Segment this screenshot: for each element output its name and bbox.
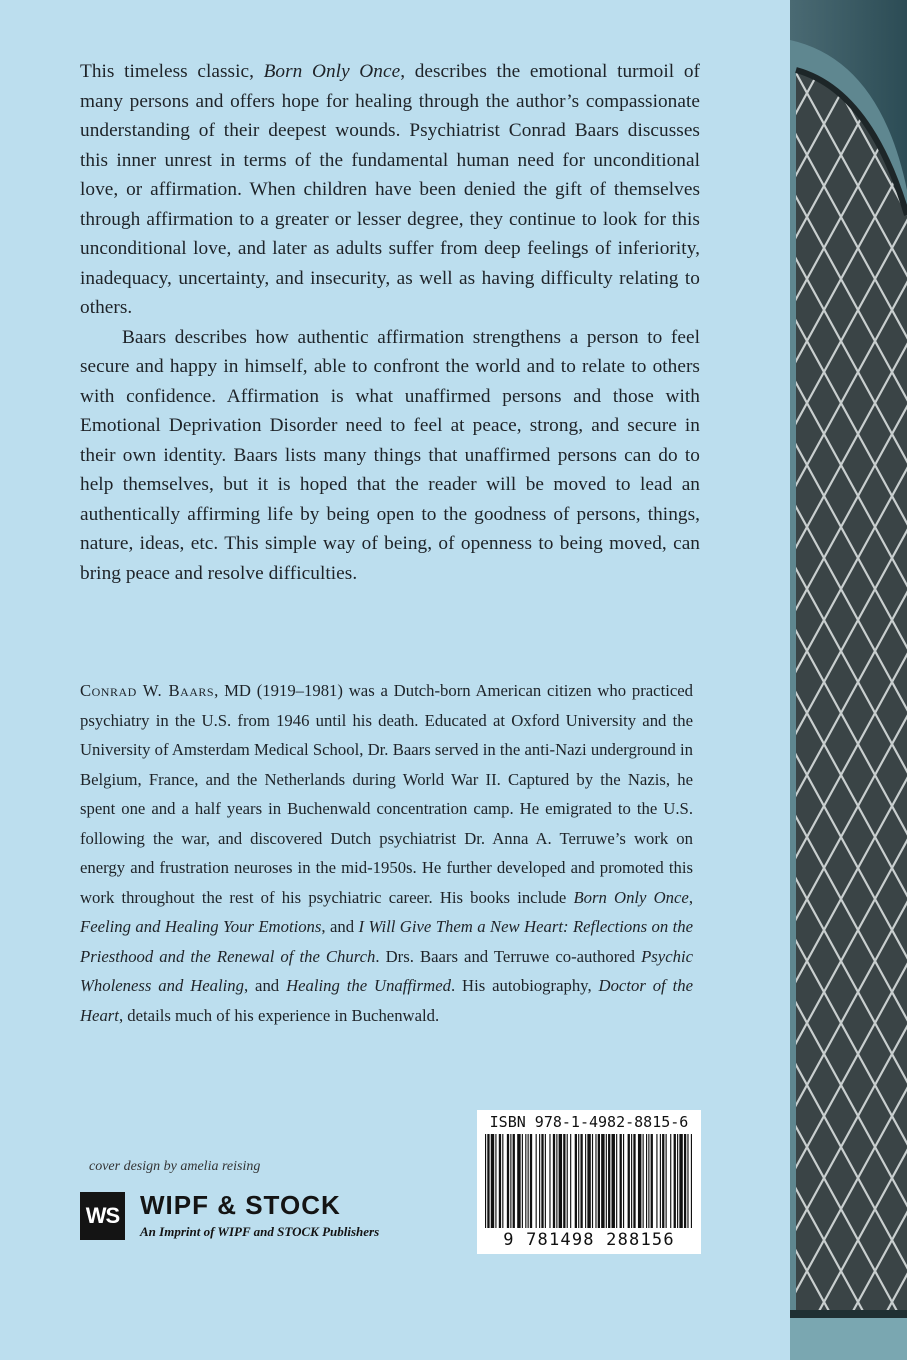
- barcode-bar: [502, 1134, 503, 1228]
- barcode-bar: [674, 1134, 676, 1228]
- author-name: Conrad W. Baars: [80, 681, 215, 700]
- barcode-bar: [549, 1134, 550, 1228]
- barcode-bar: [575, 1134, 577, 1228]
- bio-book-4: Psychic Wholeness and Healing: [80, 946, 693, 995]
- bio-book-1: Born Only Once: [573, 887, 689, 907]
- bio-text-1: , MD (1919–1981) was a Dutch-born American citizen who practiced psychiatry in the U.S. from 1946 until his death. Educated at Oxford University and the University of Amsterdam Medical School, Dr. Baars served in the anti-Nazi underground in Belgium, France, and the Netherlands during World War II. Captured by the Nazis, he spent one and a half years in Buchenwald concentration camp. He emigrated to the U.S. following the war, and discovered Dutch psychiatrist Dr. Anna A. Terruwe’s work on energy and frustration neuroses in the mid-1950s. He further developed and promoted this work throughout the rest of his psychiatric career. His books include: [80, 681, 693, 907]
- barcode-bar: [648, 1134, 649, 1228]
- barcode-bar: [528, 1134, 529, 1228]
- publisher-logo: [80, 1192, 440, 1248]
- bio-text-7: , details much of his experience in Buchenwald.: [118, 1005, 440, 1025]
- summary-paragraph-1: [80, 57, 700, 323]
- bio-book-3: I Will Give Them a New Heart: Reflections on the Priesthood and the Renewal of the Church: [80, 917, 694, 966]
- barcode-bar: [646, 1134, 647, 1228]
- barcode-bar: [691, 1134, 692, 1228]
- barcode-bar: [556, 1134, 557, 1228]
- barcode-bar: [651, 1134, 653, 1228]
- barcode-bar: [620, 1134, 622, 1228]
- barcode-bar: [631, 1134, 632, 1228]
- barcode-digits: 9 781498 288156: [503, 1230, 675, 1250]
- barcode-bar: [684, 1134, 686, 1228]
- barcode-bar: [643, 1134, 644, 1228]
- isbn-label: ISBN 978-1-4982-8815-6: [489, 1113, 689, 1131]
- ws-logo-mark: WS: [80, 1192, 125, 1240]
- barcode-bar: [666, 1134, 667, 1228]
- barcode-bar: [541, 1134, 543, 1228]
- barcode-bar: [578, 1134, 579, 1228]
- barcode-bar: [580, 1134, 582, 1228]
- barcode-bar: [606, 1134, 607, 1228]
- barcode-bar: [517, 1134, 520, 1228]
- barcode-bar: [656, 1134, 657, 1228]
- barcode-bar: [679, 1134, 682, 1228]
- barcode-bar: [545, 1134, 546, 1228]
- barcode-bar: [595, 1134, 596, 1228]
- summary-paragraph-2: Baars describes how authentic affirmation strengthens a person to feel secure and happy in himself, able to confront the world and to relate to others with confidence. Affirmation is what unaffirmed persons and those with Emotional Deprivation Disorder need to feel at peace, strong, and secure in their own identity. Baars lists many things that unaffirmed persons can do to help themselves, but it is hoped that the reader will be moved to lead an authentically affirming life by being open to the goodness of persons, things, nature, ideas, etc. This simple way of being, of openness to being moved, can bring peace and resolve difficulties.: [80, 326, 700, 584]
- publisher-name: WIPF & STOCK: [140, 1190, 341, 1220]
- barcode-bar: [592, 1134, 593, 1228]
- barcode-bar: [660, 1134, 661, 1228]
- barcode-bar: [662, 1134, 664, 1228]
- barcode-bar: [638, 1134, 641, 1228]
- barcode-bar: [587, 1134, 590, 1228]
- book-summary: [80, 57, 700, 588]
- barcode-bar: [616, 1134, 617, 1228]
- barcode-bar: [677, 1134, 678, 1228]
- publisher-tagline: An Imprint of WIPF and STOCK Publishers: [140, 1224, 380, 1239]
- barcode-bar: [491, 1134, 494, 1228]
- author-bio: [80, 676, 693, 1030]
- bio-text-4: . Drs. Baars and Terruwe co-authored: [375, 946, 642, 966]
- barcode-bar: [585, 1134, 586, 1228]
- barcode-bar: [687, 1134, 688, 1228]
- barcode-bar: [612, 1134, 615, 1228]
- bio-book-6: Doctor of the Heart: [80, 976, 693, 1025]
- bio-book-2: Feeling and Healing Your Emotions: [80, 917, 322, 936]
- bio-text-5: , and: [243, 976, 287, 995]
- barcode-bar: [485, 1134, 486, 1228]
- summary-book-title: Born Only Once: [263, 61, 401, 82]
- barcode-bar: [567, 1134, 568, 1228]
- barcode-bar: [539, 1134, 540, 1228]
- barcode-bar: [522, 1134, 523, 1228]
- stained-glass-window-image: [790, 0, 907, 1360]
- bio-text-6: . His autobiography,: [450, 976, 599, 995]
- isbn-barcode: [477, 1110, 701, 1254]
- bio-book-5: Healing the Unaffirmed: [286, 976, 451, 995]
- barcode-bar: [623, 1134, 624, 1228]
- summary-p1-pre: This timeless classic,: [80, 61, 264, 82]
- barcode-bar: [670, 1134, 671, 1228]
- barcode-bar: [530, 1134, 532, 1228]
- bio-text-2: ,: [688, 887, 693, 907]
- barcode-bar: [608, 1134, 610, 1228]
- barcode-bar: [559, 1134, 562, 1228]
- barcode-bar: [487, 1134, 489, 1228]
- barcode-bars: [483, 1134, 695, 1228]
- bio-text-3: , and: [321, 917, 359, 936]
- author-bio-paragraph: [80, 676, 693, 1030]
- barcode-bar: [525, 1134, 526, 1228]
- barcode-bar: [513, 1134, 515, 1228]
- barcode-bar: [499, 1134, 501, 1228]
- barcode-bar: [628, 1134, 630, 1228]
- barcode-bar: [495, 1134, 496, 1228]
- summary-p1-post: , describes the emotional turmoil of many persons and offers hope for healing through the author’s compassionate understanding of their deepest wounds. Psychiatrist Conrad Baars discusses this inner unrest in terms of the fundamental human need for unconditional love, or affirmation. When children have been denied the gift of themselves through affirmation to a greater or lesser degree, they continue to look for this unconditional love, and later as adults suffer from deep feelings of inferiority, inadequacy, uncertainty, and insecurity, as well as having difficulty relating to others.: [80, 61, 700, 318]
- barcode-bar: [601, 1134, 604, 1228]
- cover-design-credit: cover design by amelia reising: [89, 1159, 261, 1174]
- barcode-bar: [563, 1134, 565, 1228]
- barcode-bar: [598, 1134, 600, 1228]
- barcode-bar: [507, 1134, 509, 1228]
- barcode-bar: [510, 1134, 511, 1228]
- barcode-bar: [553, 1134, 555, 1228]
- barcode-bar: [536, 1134, 537, 1228]
- barcode-bar: [570, 1134, 571, 1228]
- barcode-bar: [633, 1134, 635, 1228]
- lattice-window-illustration: [790, 0, 907, 1360]
